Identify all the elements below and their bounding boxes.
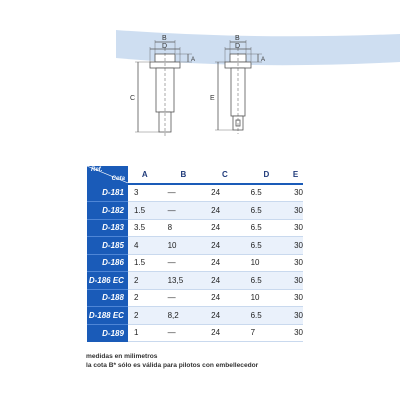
table-row: [87, 219, 303, 237]
cell-d: 6.5: [245, 219, 288, 237]
cell-b: 8,2: [162, 307, 206, 325]
corner-ref-label: Ref.: [91, 167, 103, 173]
right-label-e: E: [210, 95, 215, 102]
ref-cota-corner: [87, 166, 128, 184]
column-header-c: C: [205, 166, 244, 184]
row-ref: D-182: [87, 202, 128, 220]
cell-a: 4: [128, 237, 162, 255]
table-header-row: [87, 166, 303, 184]
cell-c: 24: [205, 184, 244, 202]
cell-a: 2: [128, 289, 162, 307]
cell-e: 30: [288, 307, 303, 325]
row-ref: D-188: [87, 289, 128, 307]
dimensions-table: [87, 166, 303, 342]
table-row: [87, 324, 303, 342]
cell-c: 24: [205, 219, 244, 237]
cell-b: 13,5: [162, 272, 206, 290]
table-row: [87, 254, 303, 272]
cell-a: 1.5: [128, 254, 162, 272]
cell-e: 30: [288, 254, 303, 272]
note-cota-b: la cota B* sólo es válida para pilotos con embellecedor: [86, 362, 259, 369]
cell-d: 10: [245, 289, 288, 307]
cell-e: 30: [288, 324, 303, 342]
cell-c: 24: [205, 307, 244, 325]
cell-a: 1.5: [128, 202, 162, 220]
cell-a: 3.5: [128, 219, 162, 237]
left-label-b: B: [162, 35, 167, 42]
table-row: [87, 307, 303, 325]
cell-c: 24: [205, 202, 244, 220]
cell-c: 24: [205, 272, 244, 290]
table-row: [87, 237, 303, 255]
cell-d: 6.5: [245, 202, 288, 220]
row-ref: D-181: [87, 184, 128, 202]
cell-d: 6.5: [245, 184, 288, 202]
cell-c: 24: [205, 237, 244, 255]
left-label-d: D: [162, 43, 168, 50]
row-ref: D-189: [87, 324, 128, 342]
cell-b: —: [162, 324, 206, 342]
table-row: [87, 272, 303, 290]
notes: [86, 352, 258, 370]
cell-b: —: [162, 202, 206, 220]
row-ref: D-186 EC: [87, 272, 128, 290]
cell-a: 3: [128, 184, 162, 202]
cell-e: 30: [288, 202, 303, 220]
column-header-e: E: [288, 166, 303, 184]
cell-c: 24: [205, 254, 244, 272]
row-ref: D-188 EC: [87, 307, 128, 325]
cell-e: 30: [288, 289, 303, 307]
right-label-a: A: [261, 57, 266, 63]
row-ref: D-186: [87, 254, 128, 272]
cell-e: 30: [288, 219, 303, 237]
cell-e: 30: [288, 237, 303, 255]
cell-b: —: [162, 289, 206, 307]
cell-d: 10: [245, 254, 288, 272]
column-header-d: D: [245, 166, 288, 184]
cell-a: 1: [128, 324, 162, 342]
note-units: medidas en milimetros: [86, 353, 158, 360]
cell-c: 24: [205, 324, 244, 342]
right-label-b: B: [235, 35, 240, 42]
left-label-a: A: [191, 57, 196, 63]
cell-d: 6.5: [245, 237, 288, 255]
cell-e: 30: [288, 272, 303, 290]
cell-c: 24: [205, 289, 244, 307]
cell-a: 2: [128, 272, 162, 290]
cell-d: 6.5: [245, 272, 288, 290]
cell-b: —: [162, 254, 206, 272]
cell-b: 8: [162, 219, 206, 237]
table-row: [87, 202, 303, 220]
table-row: [87, 184, 303, 202]
cell-b: 10: [162, 237, 206, 255]
row-ref: D-183: [87, 219, 128, 237]
cell-d: 7: [245, 324, 288, 342]
cell-e: 30: [288, 184, 303, 202]
cell-d: 6.5: [245, 307, 288, 325]
corner-cota-label: Cota: [111, 175, 125, 182]
left-label-c: C: [130, 95, 136, 102]
cell-b: —: [162, 184, 206, 202]
row-ref: D-185: [87, 237, 128, 255]
cell-a: 2: [128, 307, 162, 325]
table-row: [87, 289, 303, 307]
column-header-b: B: [162, 166, 206, 184]
right-label-d: D: [235, 43, 241, 50]
column-header-a: A: [128, 166, 162, 184]
technical-drawing: [0, 0, 400, 165]
